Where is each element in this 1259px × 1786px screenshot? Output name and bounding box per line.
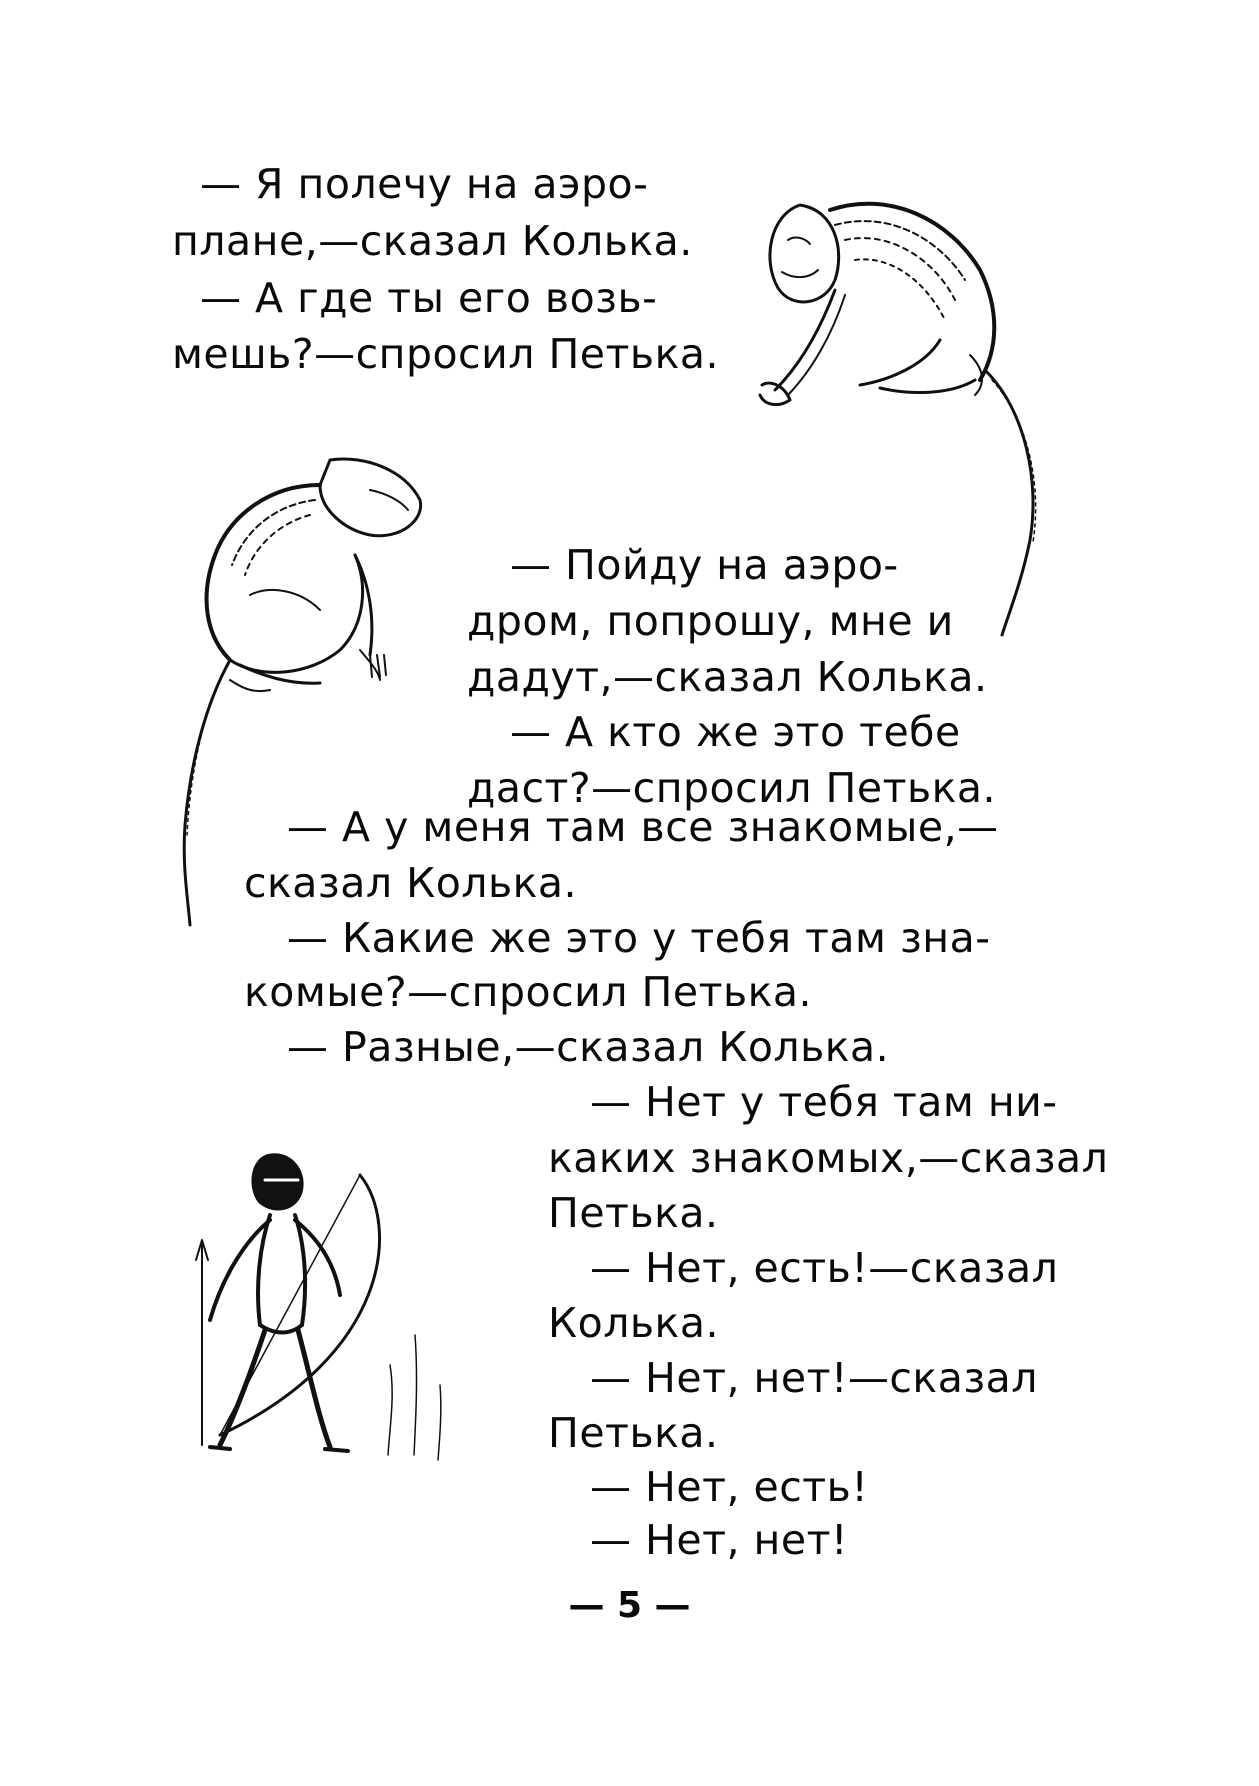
text-line: — Нет у тебя там ни- [590,1078,1058,1126]
monkey-middle-illustration [170,445,460,985]
text-line: даст?—спросил Петька. [467,764,997,812]
text-line: каких знакомых,—сказал [548,1134,1109,1182]
text-line: дадут,—сказал Колька. [467,653,988,701]
text-line: — Я полечу на аэро- [200,160,649,208]
text-line: мешь?—спросил Петька. [172,330,720,378]
text-line: Колька. [548,1299,719,1347]
text-line: — А у меня там все знакомые,— [287,803,999,851]
text-line: — Нет, есть! [590,1463,869,1511]
text-line: — А где ты его возь- [200,274,658,322]
text-line: — Нет, нет!—сказал [590,1354,1038,1402]
text-line: — Пойду на аэро- [510,541,899,589]
text-line: — Какие же это у тебя там зна- [287,914,991,962]
text-line: дром, попрошу, мне и [467,597,954,645]
page-number: — 5 — [568,1585,691,1626]
text-line: Петька. [548,1409,719,1457]
text-line: сказал Колька. [244,859,578,907]
text-line: плане,—сказал Колька. [172,217,693,265]
text-line: — А кто же это тебе [510,708,961,756]
text-line: — Нет, нет! [590,1516,848,1564]
monkey-top-illustration [740,180,1100,650]
text-line: — Разные,—сказал Колька. [287,1023,890,1071]
text-line: комые?—спросил Петька. [244,968,813,1016]
text-line: Петька. [548,1189,719,1237]
hunter-with-bow-illustration [190,1135,480,1475]
text-line: — Нет, есть!—сказал [590,1244,1059,1292]
